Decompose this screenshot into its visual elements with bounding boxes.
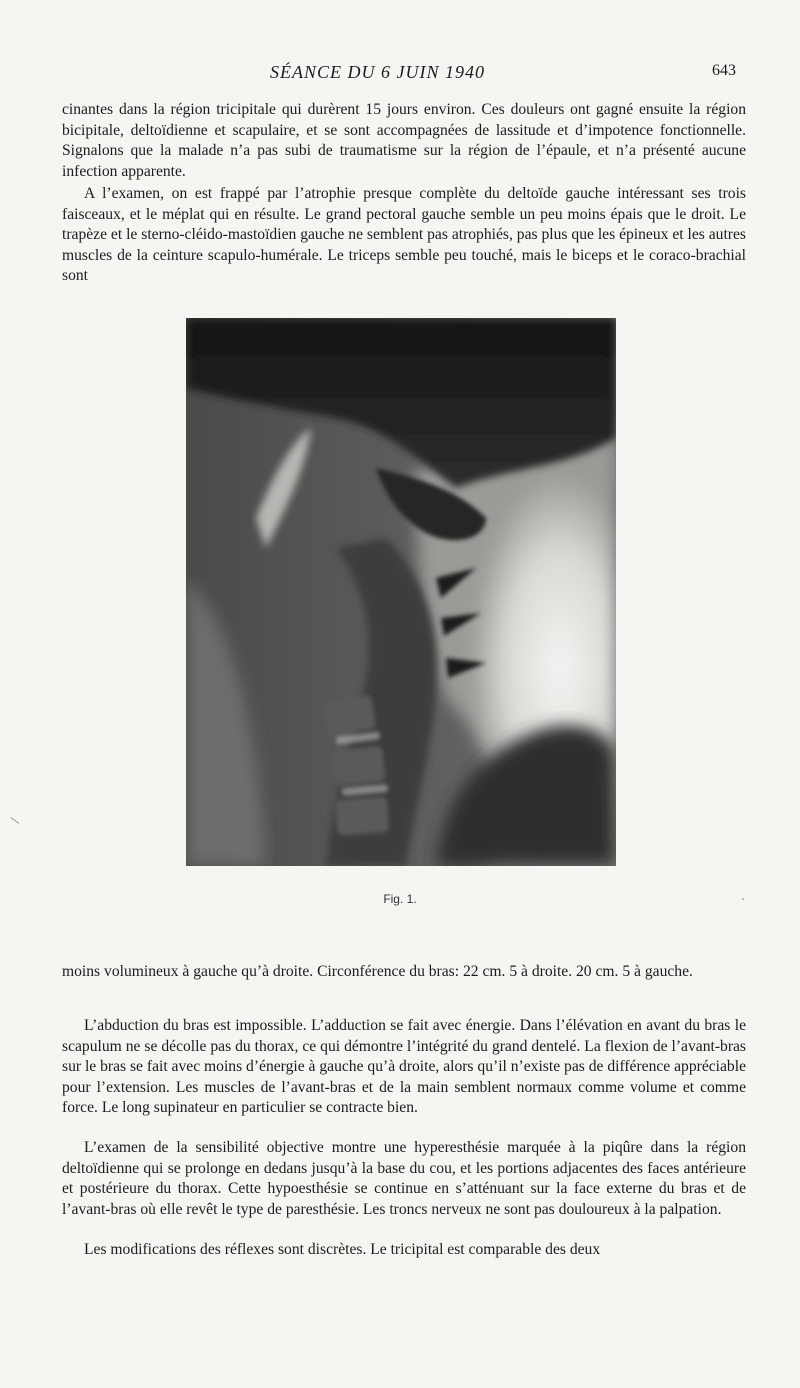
xray-image [186,318,616,866]
stray-mark [11,817,20,824]
paragraph-1: cinantes dans la région tricipitale qui durèrent 15 jours environ. Ces douleurs ont gagné ensuite la région bicipitale, deltoïdienne et scapulaire, et se sont accompagnées de lassitude et d’impotence fonctionnelle. Signalons que la malade n’a pas subi de traumatisme sur la région de l’épaule, et n’a présenté aucune infection apparente. [62,101,746,180]
page-number: 643 [712,62,736,79]
paragraph-5: L’examen de la sensibilité objective montre une hyperesthésie marquée à la piqûre dans la région deltoïdienne qui se prolonge en dedans jusqu’à la base du cou, et les portions adjacentes des faces antérieure et postérieure du thorax. Cette hypoesthésie se continue en s’atténuant sur la face externe du bras et de l’avant-bras où elle revêt le type de paresthésie. Les troncs nerveux ne sont pas douloureux à la palpation. [62,1139,746,1218]
paragraph-2: A l’examen, on est frappé par l’atrophie presque complète du deltoïde gauche intéressant ses trois faisceaux, et le méplat qui en résulte. Le grand pectoral gauche semble un peu moins épais que le droit. Le trapèze et le sterno-cléido-mastoïdien gauche ne semblent pas atrophiés, pas plus que les épineux et les autres muscles de la ceinture scapulo-humérale. Le triceps semble peu touché, mais le biceps et le coraco-brachial sont [62,185,746,285]
page-header [0,62,800,86]
paragraph-6: Les modifications des réflexes sont discrètes. Le tricipital est comparable des deux [84,1241,601,1258]
paragraph-4: L’abduction du bras est impossible. L’adduction se fait avec énergie. Dans l’élévation en avant du bras le scapulum ne se décolle pas du thorax, ce qui démontre l’intégrité du grand dentelé. La flexion de l’avant-bras sur le bras se fait avec moins d’énergie à gauche qu’à droite, alors qu’il n’existe pas de différence appréciable pour l’extension. Les muscles de l’avant-bras et de la main semblent normaux comme volume et comme force. Le long supinateur en particulier se contracte bien. [62,1017,746,1117]
figure-caption: Fig. 1. [383,892,417,906]
paragraph-3: moins volumineux à gauche qu’à droite. Circonférence du bras: 22 cm. 5 à droite. 20 cm. 5 à gauche. [62,963,693,980]
stray-dot [742,898,744,900]
xray-figure [186,318,616,866]
running-head: SÉANCE DU 6 JUIN 1940 [270,62,485,82]
